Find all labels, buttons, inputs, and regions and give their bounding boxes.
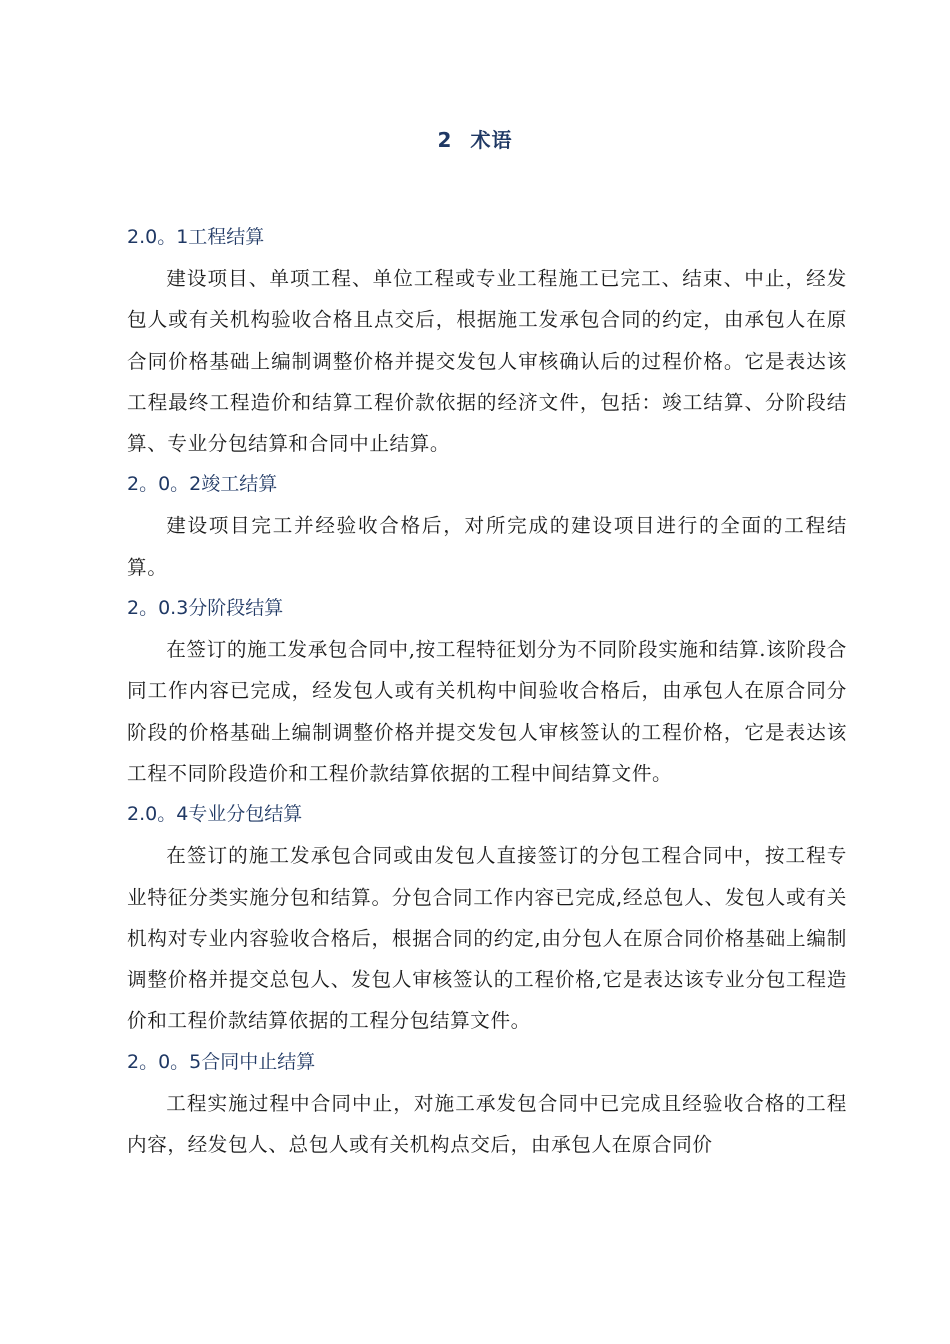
section-paragraph: 建设项目、单项工程、单位工程或专业工程施工已完工、结束、中止，经发包人或有关机构验收合格且点交后，根据施工发承包合同的约定，由承包人在原合同价格基础上编制调整价格并提交发包人审核确认后的过程价格。它是表达该工程最终工程造价和结算工程价款依据的经济文件，包括：竣工结算、分阶段结算、专业分包结算和合同中止结算。 [127, 267, 847, 456]
section-heading: 2。0。5合同中止结算 [127, 1050, 316, 1073]
section-4 [127, 794, 847, 1041]
section-1 [127, 217, 847, 464]
chapter-title-text: 术语 [470, 128, 513, 152]
section-paragraph: 建设项目完工并经验收合格后，对所完成的建设项目进行的全面的工程结算。 [127, 514, 847, 579]
section-paragraph: 在签订的施工发承包合同或由发包人直接签订的分包工程合同中，按工程专业特征分类实施分包和结算。分包合同工作内容已完成,经总包人、发包人或有关机构对专业内容验收合格后，根据合同的约定,由分包人在原合同价格基础上编制调整价格并提交总包人、发包人审核签认的工程价格,它是表达该专业分包工程造价和工程价款结算依据的工程分包结算文件。 [127, 844, 847, 1033]
section-paragraph: 在签订的施工发承包合同中,按工程特征划分为不同阶段实施和结算.该阶段合同工作内容已完成，经发包人或有关机构中间验收合格后，由承包人在原合同分阶段的价格基础上编制调整价格并提交发包人审核签认的工程价格，它是表达该工程不同阶段造价和工程价款结算依据的工程中间结算文件。 [127, 638, 847, 785]
chapter-number: 2 [437, 128, 453, 152]
document-body [127, 217, 847, 1165]
section-3 [127, 588, 847, 794]
section-5 [127, 1042, 847, 1166]
section-paragraph: 工程实施过程中合同中止，对施工承发包合同中已完成且经验收合格的工程内容，经发包人、总包人或有关机构点交后，由承包人在原合同价 [127, 1091, 847, 1157]
section-heading: 2。0.3分阶段结算 [127, 597, 284, 620]
section-heading: 2。0。2竣工结算 [127, 473, 278, 496]
section-2 [127, 464, 847, 588]
chapter-title [0, 124, 950, 153]
section-heading: 2.0。1工程结算 [127, 226, 265, 248]
section-heading: 2.0。4专业分包结算 [127, 803, 303, 826]
